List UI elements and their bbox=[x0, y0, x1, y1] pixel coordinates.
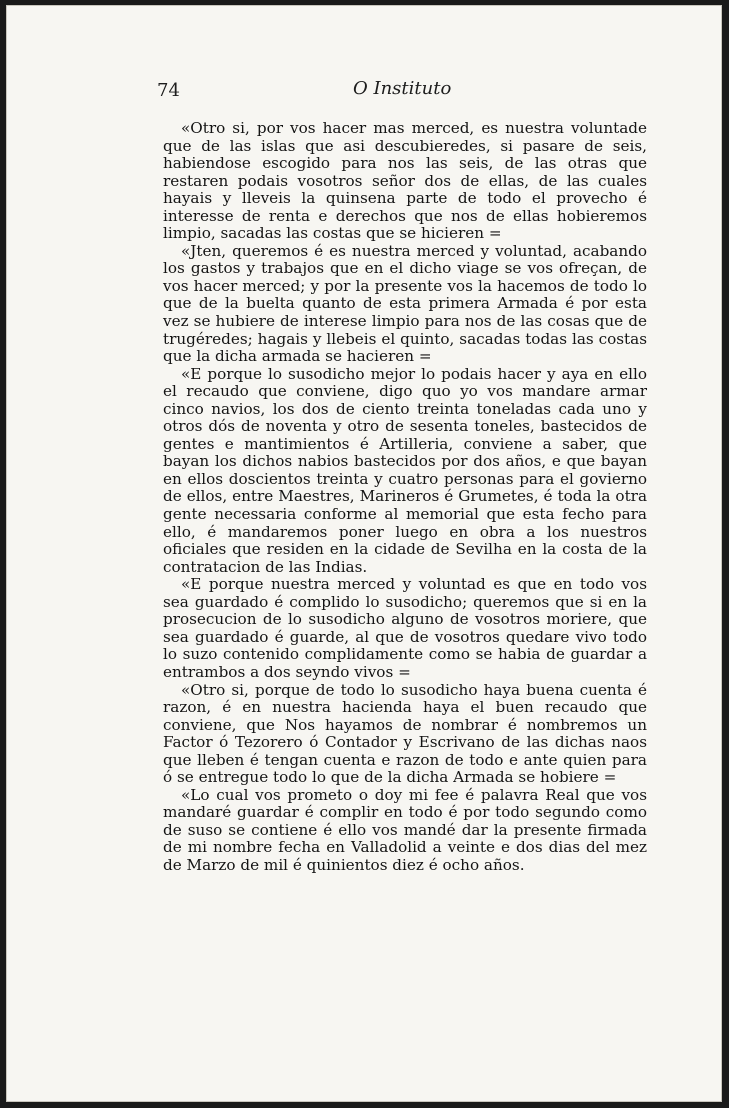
paragraph-6: «Lo cual vos prometo o doy mi fee é palavra Real que vos mandaré guardar é complir en todo é por todo segundo como de suso se contiene é ello vos mandé dar la presente firmada de mi nombre fecha en Valladolid a veinte e dos dias del mez de Marzo de mil é quinientos diez é ocho años. bbox=[163, 785, 647, 874]
page-number: 74 bbox=[157, 80, 180, 101]
paragraph-1: «Otro si, por vos hacer mas merced, es nuestra voluntade que de las islas que asi descubieredes, si pasare de seis, habiendose escogido para nos las seis, de las otras que restaren podais vosotros señor dos de ellas, de las cuales hayais y lleveis la quinsena parte de todo el provecho é interesse de renta e derechos que nos de ellas hobieremos limpio, sacadas las costas que se hicieren = bbox=[163, 119, 647, 243]
body-text bbox=[163, 120, 647, 875]
page-header bbox=[157, 78, 639, 102]
paragraph-3: «E porque lo susodicho mejor lo podais hacer y aya en ello el recaudo que conviene, digo quo yo vos mandare armar cinco navios, los dos de ciento treinta toneladas cada uno y otros dós de noventa y otro de sesenta toneles, bastecidos de gentes e mantimientos é Artilleria, conviene a saber, que bayan los dichos nabios bastecidos por dos años, e que bayan en ellos doscientos treinta y cuatro personas para el govierno de ellos, entre Maestres, Marineros é Grumetes, é toda la otra gente necessaria conforme al memorial que esta fecho para ello, é mandaremos poner luego en obra a los nuestros oficiales que residen en la cidade de Sevilha en la costa de la contratacion de las Indias. bbox=[163, 364, 647, 576]
paragraph-2: «Jten, queremos é es nuestra merced y voluntad, acabando los gastos y trabajos que en el dicho viage se vos ofreçan, de vos hacer merced; y por la presente vos la hacemos de todo lo que de la buelta quanto de esta primera Armada é por esta vez se hubiere de interese limpio para nos de las cosas que de trugéredes; hagais y llebeis el quinto, sacadas todas las costas que la dicha armada se hacieren = bbox=[163, 241, 647, 366]
running-title: O Instituto bbox=[353, 78, 452, 99]
paragraph-4: «E porque nuestra merced y voluntad es que en todo vos sea guardado é complido lo susodicho; queremos que si en la prosecucion de lo susodicho alguno de vosotros moriere, que sea guardado é guarde, al que de vosotros quedare vivo todo lo suzo contenido complidamente como se habia de guardar a entrambos a dos seyndo vivos = bbox=[163, 575, 647, 681]
paragraph-5: «Otro si, porque de todo lo susodicho haya buena cuenta é razon, é en nuestra hacienda haya el buen recaudo que conviene, que Nos hayamos de nombrar é nombremos un Factor ó Tezorero ó Contador y Escrivano de las dichas naos que lleben é tengan cuenta e razon de todo e ante quien para ó se entregue todo lo que de la dicha Armada se hobiere = bbox=[163, 680, 647, 787]
book-page bbox=[6, 5, 722, 1102]
